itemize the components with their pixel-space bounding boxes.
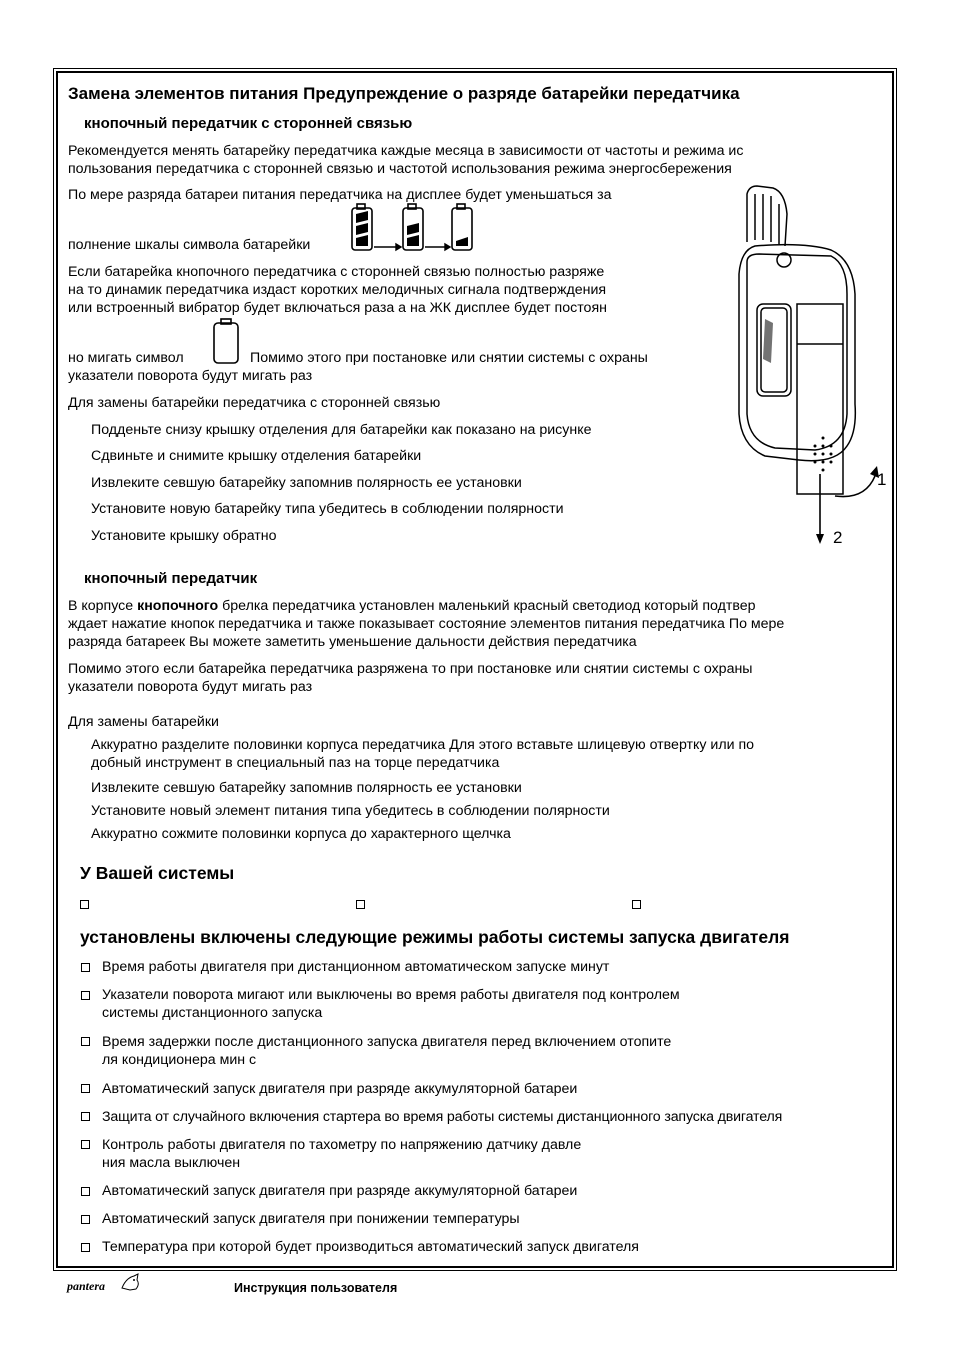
mode-checkbox[interactable] bbox=[81, 1140, 90, 1149]
step-item: Извлеките севшую батарейку запомнив полярность ее установки bbox=[91, 475, 522, 491]
paragraph-line: указатели поворота будут мигать раз bbox=[68, 368, 313, 384]
empty-battery-icon bbox=[212, 318, 240, 366]
mode-item-text: Автоматический запуск двигателя при разряде аккумуляторной батареи bbox=[102, 1081, 578, 1097]
mode-checkbox[interactable] bbox=[81, 1112, 90, 1121]
figure-label-2: 2 bbox=[833, 528, 843, 547]
paragraph-line: на то динамик передатчика издаст коротких мелодичных сигнала подтверждения bbox=[68, 282, 607, 298]
mode-item-text: Температура при которой будет производиться автоматический запуск двигателя bbox=[102, 1239, 639, 1255]
step-item: добный инструмент в специальный паз на торце передатчика bbox=[91, 755, 500, 771]
paragraph-line: ждает нажатие кнопок передатчика и также показывает состояние элементов питания передатчика По мере bbox=[68, 616, 785, 632]
battery-levels-icon bbox=[350, 203, 480, 253]
panther-logo-icon bbox=[120, 1272, 142, 1292]
mode-item-text: Контроль работы двигателя по тахометру по напряжению датчику давле bbox=[102, 1137, 582, 1153]
mode-checkbox[interactable] bbox=[81, 1037, 90, 1046]
paragraph-line: полнение шкалы символа батарейки bbox=[68, 237, 311, 253]
section-title-power: Замена элементов питания Предупреждение о разряде батарейки передатчика bbox=[68, 84, 740, 103]
mode-item-text: Защита от случайного включения стартера во время работы системы дистанционного запуска двигателя bbox=[102, 1109, 783, 1125]
mode-item-text: Время задержки после дистанционного запуска двигателя перед включением отопите bbox=[102, 1034, 672, 1050]
steps-intro: Для замены батарейки передатчика с сторонней связью bbox=[68, 395, 441, 411]
steps-intro: Для замены батарейки bbox=[68, 714, 219, 730]
step-item: Подденьте снизу крышку отделения для батарейки как показано на рисунке bbox=[91, 422, 592, 438]
mode-item-text: ля кондиционера мин с bbox=[102, 1052, 257, 1068]
paragraph-line: но мигать символ bbox=[68, 350, 184, 366]
subtitle-one-way-remote: кнопочный передатчик bbox=[84, 570, 258, 587]
step-item: Установите новую батарейку типа убедитесь в соблюдении полярности bbox=[91, 501, 564, 517]
paragraph-line: Помимо этого при постановке или снятии системы с охраны bbox=[250, 350, 648, 366]
step-item: Установите новый элемент питания типа убедитесь в соблюдении полярности bbox=[91, 803, 610, 819]
paragraph-line: Если батарейка кнопочного передатчика с сторонней связью полностью разряже bbox=[68, 264, 605, 280]
mode-item-text: Указатели поворота мигают или выключены во время работы двигателя под контролем bbox=[102, 987, 680, 1003]
mode-checkbox[interactable] bbox=[81, 1084, 90, 1093]
mode-checkbox[interactable] bbox=[81, 1187, 90, 1196]
mode-checkbox[interactable] bbox=[81, 1215, 90, 1224]
step-item: Аккуратно разделите половинки корпуса передатчика Для этого вставьте шлицевую отвертку или по bbox=[91, 737, 755, 753]
paragraph-line: пользования передатчика с сторонней связью и частотой использования режима энергосбережения bbox=[68, 161, 732, 177]
mode-checkbox[interactable] bbox=[81, 963, 90, 972]
paragraph-line: По мере разряда батареи питания передатчика на дисплее будет уменьшаться за bbox=[68, 187, 612, 203]
mode-item-text: Автоматический запуск двигателя при понижении температуры bbox=[102, 1211, 520, 1227]
paragraph-line: или встроенный вибратор будет включаться раза а на ЖК дисплее будет постоян bbox=[68, 300, 607, 316]
step-item: Установите крышку обратно bbox=[91, 528, 277, 544]
mode-checkbox[interactable] bbox=[81, 991, 90, 1000]
figure-label-1: 1 bbox=[877, 470, 887, 489]
paragraph-line: разряда батареек Вы можете заметить уменьшение дальности действия передатчика bbox=[68, 634, 637, 650]
footer-title: Инструкция пользователя bbox=[234, 1281, 398, 1295]
step-item: Извлеките севшую батарейку запомнив полярность ее установки bbox=[91, 780, 522, 796]
mode-item-text: Время работы двигателя при дистанционном автоматическом запуске минут bbox=[102, 959, 610, 975]
remote-battery-cover-figure bbox=[735, 184, 890, 554]
paragraph-line: Рекомендуется менять батарейку передатчика каждые месяца в зависимости от частоты и режима ис bbox=[68, 143, 744, 159]
section-title-system: У Вашей системы bbox=[80, 863, 235, 883]
checkbox-option-2[interactable] bbox=[356, 900, 365, 909]
checkbox-option-1[interactable] bbox=[80, 900, 89, 909]
step-item: Аккуратно сожмите половинки корпуса до характерного щелчка bbox=[91, 826, 511, 842]
modes-title: установлены включены следующие режимы работы системы запуска двигателя bbox=[80, 927, 790, 947]
subtitle-two-way-remote: кнопочный передатчик с сторонней связью bbox=[84, 115, 413, 132]
mode-item-text: ния масла выключен bbox=[102, 1155, 241, 1171]
paragraph-line: В корпусе кнопочного брелка передатчика установлен маленький красный светодиод который подтвер bbox=[68, 598, 756, 614]
mode-item-text: Автоматический запуск двигателя при разряде аккумуляторной батареи bbox=[102, 1183, 578, 1199]
footer-logo: pantera bbox=[67, 1279, 106, 1293]
paragraph-line: указатели поворота будут мигать раз bbox=[68, 679, 313, 695]
paragraph-line: Помимо этого если батарейка передатчика разряжена то при постановке или снятии системы с охраны bbox=[68, 661, 753, 677]
checkbox-option-3[interactable] bbox=[632, 900, 641, 909]
mode-item-text: системы дистанционного запуска bbox=[102, 1005, 323, 1021]
mode-checkbox[interactable] bbox=[81, 1243, 90, 1252]
step-item: Сдвиньте и снимите крышку отделения батарейки bbox=[91, 448, 422, 464]
